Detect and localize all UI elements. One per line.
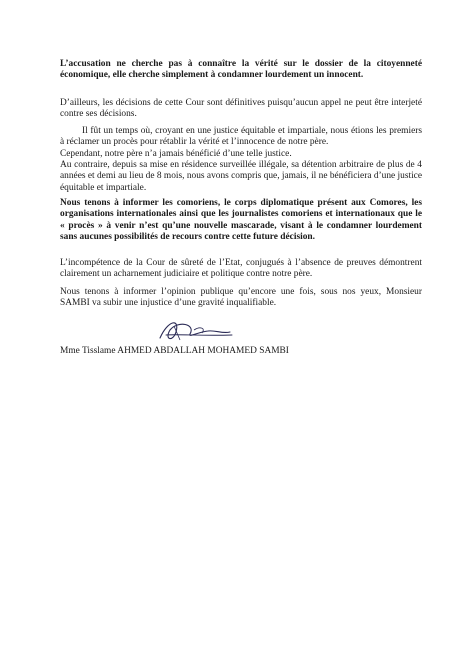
paragraph-accusation: L’accusation ne cherche pas à connaître la vérité sur le dossier de la citoyenneté économique, elle cherche simplement à condamner lourdement un innocent. <box>60 59 422 81</box>
paragraph-never-benefited: Cependant, notre père n’a jamais bénéficié d’une telle justice. <box>60 149 292 159</box>
paragraph-public-opinion: Nous tenons à informer l’opinion publique qu’encore une fois, sous nos yeux, Monsieur SAMBI va subir une injustice d’une gravité inqualifiable. <box>60 287 422 309</box>
paragraph-informing-public: Nous tenons à informer les comoriens, le corps diplomatique présent aux Comores, les organisations internationales ainsi que les journalistes comoriens et internationaux que le « procès » à venir n’est qu’une nouvelle mascarade, visant à le condamner lourdement sans aucunes possibilités de recours contre cette future décision. <box>60 198 422 243</box>
paragraph-detention: Au contraire, depuis sa mise en résidence surveillée illégale, sa détention arbitraire de plus de 4 années et demi au lieu de 8 mois, nous avons compris que, jamais, il ne bénéficiera d’une justice équitable et impartiale. <box>60 160 422 193</box>
handwritten-signature <box>150 316 240 346</box>
paragraph-court-decisions: D’ailleurs, les décisions de cette Cour sont définitives puisqu’aucun appel ne peut être interjeté contre ses décisions. <box>60 98 422 120</box>
signer-name: Mme Tisslame AHMED ABDALLAH MOHAMED SAMBI <box>60 346 289 356</box>
paragraph-fair-trial: Il fût un temps où, croyant en une justice équitable et impartiale, nous étions les premiers à réclamer un procès pour rétablir la vérité et l’innocence de notre père. <box>60 126 422 148</box>
paragraph-incompetence: L’incompétence de la Cour de sûreté de l’Etat, conjugués à l’absence de preuves démontrent clairement un acharnement judiciaire et politique contre notre père. <box>60 258 422 280</box>
